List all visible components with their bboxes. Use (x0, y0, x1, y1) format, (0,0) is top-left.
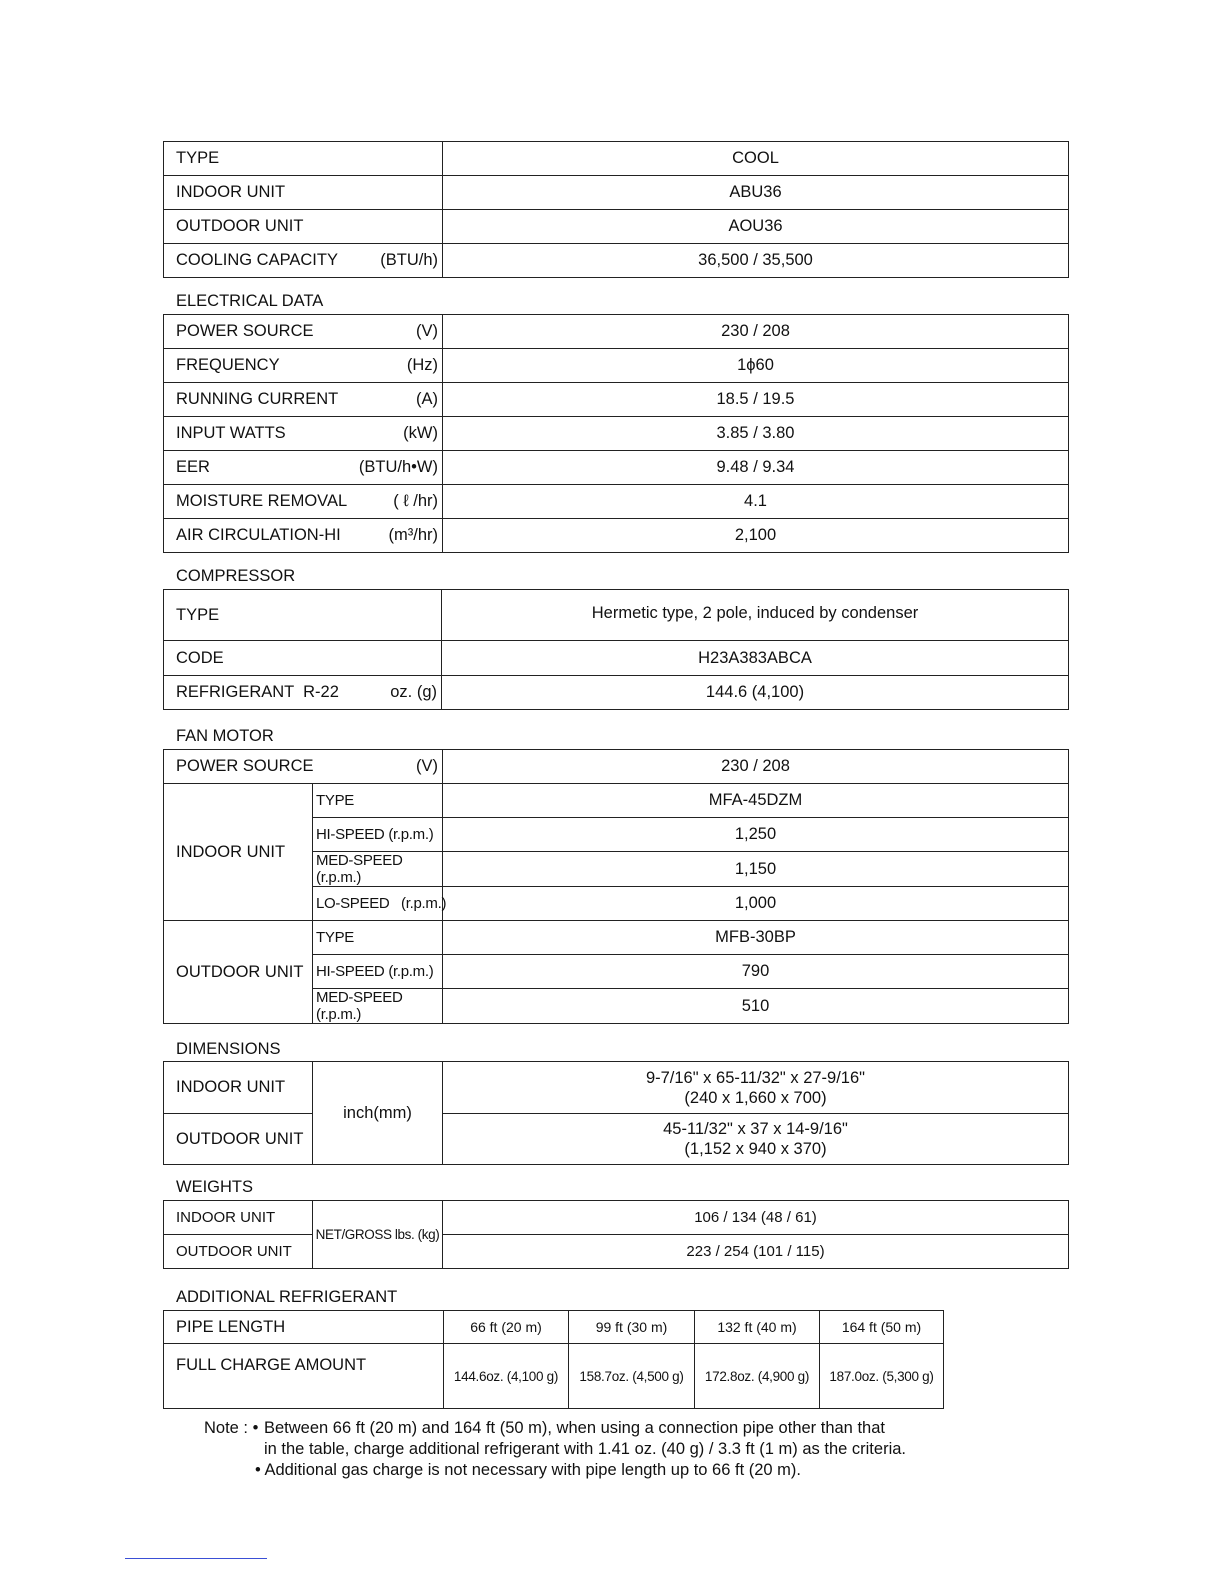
pipe-length-cell: 99 ft (30 m) (569, 1311, 695, 1344)
spec-value: 1ϕ60 (443, 349, 1069, 383)
dimension-metric: (240 x 1,660 x 700) (684, 1088, 827, 1107)
spec-unit: (V) (416, 757, 439, 775)
note-line: in the table, charge additional refrigerant with 1.41 oz. (40 g) / 3.3 ft (1 m) as the criteria. (264, 1440, 906, 1458)
section-heading-weights: WEIGHTS (176, 1178, 253, 1196)
spec-value: 510 (443, 989, 1069, 1024)
table-row (164, 784, 1069, 818)
pipe-length-cell: 132 ft (40 m) (695, 1311, 820, 1344)
spec-value: MFB-30BP (443, 921, 1069, 955)
spec-label: EER (176, 458, 210, 476)
spec-unit: (kW) (403, 424, 438, 442)
spec-unit: (m³/hr) (388, 526, 438, 544)
spec-label: TYPE (176, 149, 220, 167)
table-row (164, 244, 1069, 278)
charge-amount-cell: 144.6oz. (4,100 g) (444, 1344, 569, 1409)
spec-value: ABU36 (443, 176, 1069, 210)
spec-label: OUTDOOR UNIT (176, 217, 304, 235)
spec-value: 3.85 / 3.80 (443, 417, 1069, 451)
additional-refrigerant-table (163, 1310, 944, 1409)
spec-value: 1,000 (443, 887, 1069, 921)
spec-value: 223 / 254 (101 / 115) (443, 1235, 1069, 1269)
spec-value: MFA-45DZM (443, 784, 1069, 818)
spec-unit: (V) (416, 322, 438, 340)
table-row (164, 451, 1069, 485)
spec-value: 230 / 208 (443, 750, 1069, 784)
spec-label: MOISTURE REMOVAL (176, 492, 348, 510)
table-row (164, 1344, 944, 1409)
section-heading-compressor: COMPRESSOR (176, 567, 296, 585)
spec-label: INDOOR UNIT (164, 1201, 313, 1235)
spec-value: AOU36 (443, 210, 1069, 244)
spec-value: 4.1 (443, 485, 1069, 519)
spec-value: 1,250 (443, 818, 1069, 852)
compressor-table (163, 589, 1069, 710)
note-block (204, 1418, 906, 1481)
general-spec-table (163, 141, 1069, 278)
weights-table (163, 1200, 1069, 1269)
table-row (164, 1062, 1069, 1114)
spec-label: RUNNING CURRENT (176, 390, 339, 408)
group-label-outdoor: OUTDOOR UNIT (164, 921, 313, 1024)
spec-label: INPUT WATTS (176, 424, 286, 442)
table-row (164, 921, 1069, 955)
spec-label: LO-SPEED (r.p.m.) (313, 887, 443, 921)
spec-label: MED-SPEED (r.p.m.) (313, 989, 443, 1024)
spec-label: INDOOR UNIT (164, 1062, 313, 1114)
spec-unit: ( ℓ /hr) (393, 492, 438, 510)
group-label-indoor: INDOOR UNIT (164, 784, 313, 921)
table-row (164, 1114, 1069, 1165)
spec-label: AIR CIRCULATION-HI (176, 526, 341, 544)
table-row (164, 383, 1069, 417)
note-line: Between 66 ft (20 m) and 164 ft (50 m), when using a connection pipe other than that (264, 1419, 885, 1437)
spec-value: 2,100 (443, 519, 1069, 553)
spec-label: FREQUENCY (176, 356, 280, 374)
spec-value: 790 (443, 955, 1069, 989)
spec-label: FULL CHARGE AMOUNT (164, 1344, 444, 1409)
spec-value: H23A383ABCA (442, 641, 1069, 676)
table-row (164, 349, 1069, 383)
table-row (164, 315, 1069, 349)
table-row (164, 142, 1069, 176)
spec-label: TYPE (313, 921, 443, 955)
section-heading-electrical: ELECTRICAL DATA (176, 292, 324, 310)
spec-unit: (Hz) (406, 356, 438, 374)
table-row (164, 519, 1069, 553)
spec-unit: NET/GROSS lbs. (kg) (313, 1201, 443, 1269)
spec-label: HI-SPEED (r.p.m.) (313, 818, 443, 852)
spec-label: REFRIGERANT R-22 (176, 683, 339, 701)
spec-label: OUTDOOR UNIT (164, 1114, 313, 1165)
spec-unit: (BTU/h) (380, 251, 438, 269)
spec-label: PIPE LENGTH (164, 1311, 444, 1344)
spec-label: POWER SOURCE (176, 757, 314, 775)
spec-value: Hermetic type, 2 pole, induced by condenser (442, 590, 1069, 641)
dimensions-table (163, 1061, 1069, 1165)
note-line: • Additional gas charge is not necessary with pipe length up to 66 ft (20 m). (255, 1461, 802, 1479)
spec-unit: (A) (416, 390, 438, 408)
spec-value: 36,500 / 35,500 (443, 244, 1069, 278)
table-row (164, 417, 1069, 451)
spec-label: POWER SOURCE (176, 322, 314, 340)
spec-unit: oz. (g) (390, 683, 437, 701)
section-heading-dimensions: DIMENSIONS (176, 1040, 281, 1058)
spec-value: COOL (443, 142, 1069, 176)
table-row (164, 590, 1069, 641)
note-prefix: Note : • (204, 1419, 259, 1437)
spec-label: COOLING CAPACITY (176, 251, 338, 269)
table-row (164, 750, 1069, 784)
spec-value: 144.6 (4,100) (442, 676, 1069, 710)
spec-label: TYPE (313, 784, 443, 818)
section-heading-additional-refrigerant: ADDITIONAL REFRIGERANT (176, 1288, 398, 1306)
spec-value: 106 / 134 (48 / 61) (443, 1201, 1069, 1235)
pipe-length-cell: 164 ft (50 m) (820, 1311, 944, 1344)
table-row (164, 176, 1069, 210)
charge-amount-cell: 187.0oz. (5,300 g) (820, 1344, 944, 1409)
spec-label: CODE (176, 648, 224, 667)
spec-label: HI-SPEED (r.p.m.) (313, 955, 443, 989)
section-heading-fan-motor: FAN MOTOR (176, 727, 274, 745)
charge-amount-cell: 158.7oz. (4,500 g) (569, 1344, 695, 1409)
spec-label: OUTDOOR UNIT (164, 1235, 313, 1269)
table-row (164, 1235, 1069, 1269)
footer-divider (125, 1558, 267, 1559)
fan-motor-table (163, 749, 1069, 1024)
dimension-imperial: 45-11/32" x 37 x 14-9/16" (663, 1120, 848, 1138)
table-row (164, 1311, 944, 1344)
spec-value: 1,150 (443, 852, 1069, 887)
charge-amount-cell: 172.8oz. (4,900 g) (695, 1344, 820, 1409)
pipe-length-cell: 66 ft (20 m) (444, 1311, 569, 1344)
spec-value: 18.5 / 19.5 (443, 383, 1069, 417)
spec-unit: inch(mm) (313, 1062, 443, 1165)
table-row (164, 1201, 1069, 1235)
table-row (164, 485, 1069, 519)
spec-value: 9.48 / 9.34 (443, 451, 1069, 485)
table-row (164, 210, 1069, 244)
spec-label: MED-SPEED (r.p.m.) (313, 852, 443, 887)
electrical-data-table (163, 314, 1069, 553)
dimension-metric: (1,152 x 940 x 370) (684, 1140, 827, 1158)
table-row (164, 676, 1069, 710)
spec-value: 230 / 208 (443, 315, 1069, 349)
dimension-imperial: 9-7/16" x 65-11/32" x 27-9/16" (645, 1068, 866, 1087)
table-row (164, 641, 1069, 676)
spec-unit: (BTU/h•W) (358, 458, 438, 476)
spec-label: INDOOR UNIT (176, 183, 286, 201)
spec-label: TYPE (176, 605, 220, 624)
